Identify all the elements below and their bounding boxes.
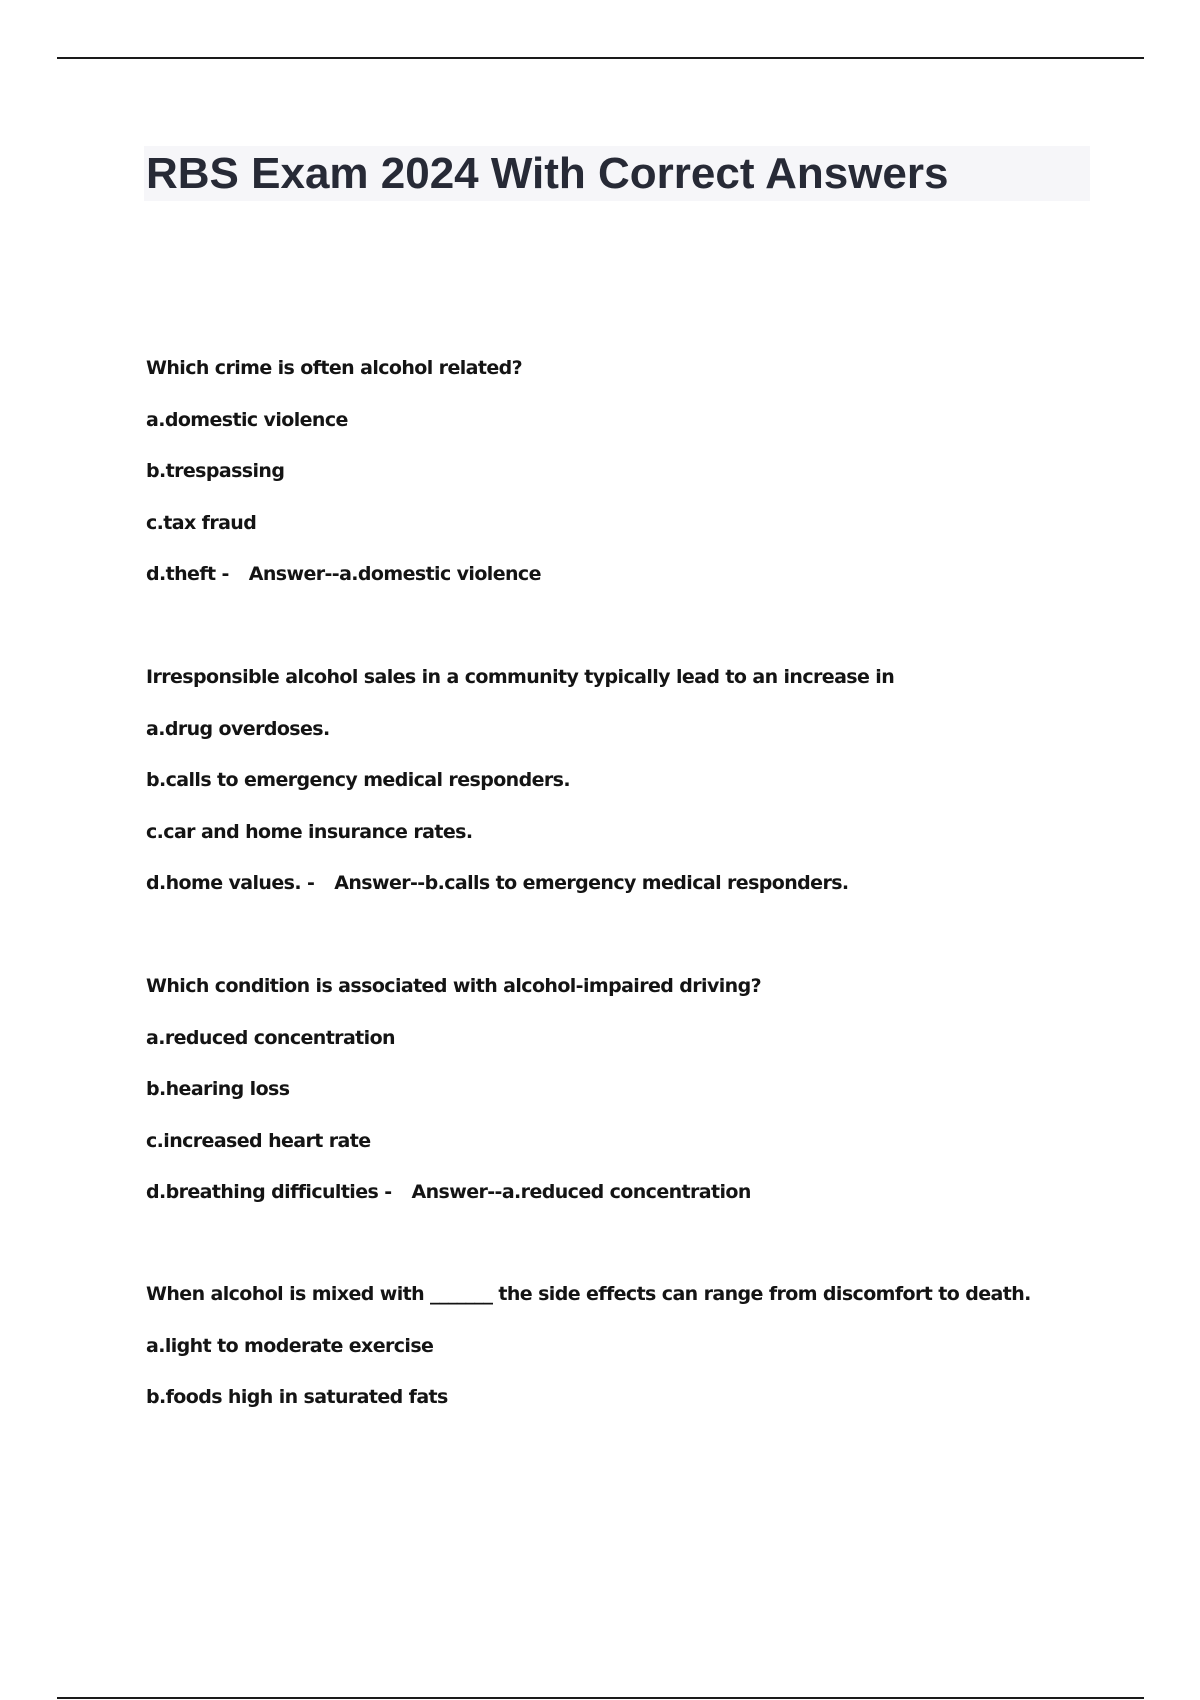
option-d: d.home values. -: [146, 872, 315, 894]
document-title: RBS Exam 2024 With Correct Answers: [146, 149, 949, 198]
option-c: c.increased heart rate: [146, 1129, 371, 1152]
question-block-1: [146, 350, 1146, 608]
question-block-2: [146, 659, 1146, 917]
question-text: When alcohol is mixed with _______ the side effects can range from discomfort to death.: [146, 1283, 1031, 1305]
option-d: d.theft -: [146, 563, 229, 585]
option-b: b.foods high in saturated fats: [146, 1386, 448, 1408]
answer-text: Answer--a.reduced concentration: [411, 1181, 751, 1203]
option-b: b.trespassing: [146, 460, 285, 482]
option-d-with-answer: [146, 556, 1146, 608]
option-d-with-answer: [146, 865, 1146, 917]
answer-text: Answer--b.calls to emergency medical responders.: [334, 872, 849, 894]
option-b: b.hearing loss: [146, 1078, 290, 1100]
option-d-with-answer: [146, 1174, 1146, 1226]
question-text: Which condition is associated with alcohol-impaired driving?: [146, 975, 762, 997]
question-block-4: [146, 1276, 1146, 1431]
option-a: a.light to moderate exercise: [146, 1334, 434, 1357]
question-block-3: [146, 968, 1146, 1226]
option-a: a.drug overdoses.: [146, 717, 330, 740]
option-d: d.breathing difficulties -: [146, 1181, 392, 1203]
header-rule: [57, 57, 1144, 59]
option-b: b.calls to emergency medical responders.: [146, 769, 570, 791]
option-c: c.car and home insurance rates.: [146, 820, 473, 843]
question-text: Which crime is often alcohol related?: [146, 357, 523, 379]
question-text: Irresponsible alcohol sales in a community typically lead to an increase in: [146, 666, 895, 688]
option-a: a.domestic violence: [146, 408, 348, 431]
answer-text: Answer--a.domestic violence: [248, 563, 541, 585]
option-a: a.reduced concentration: [146, 1026, 395, 1049]
option-c: c.tax fraud: [146, 511, 257, 534]
footer-rule: [57, 1697, 1144, 1699]
